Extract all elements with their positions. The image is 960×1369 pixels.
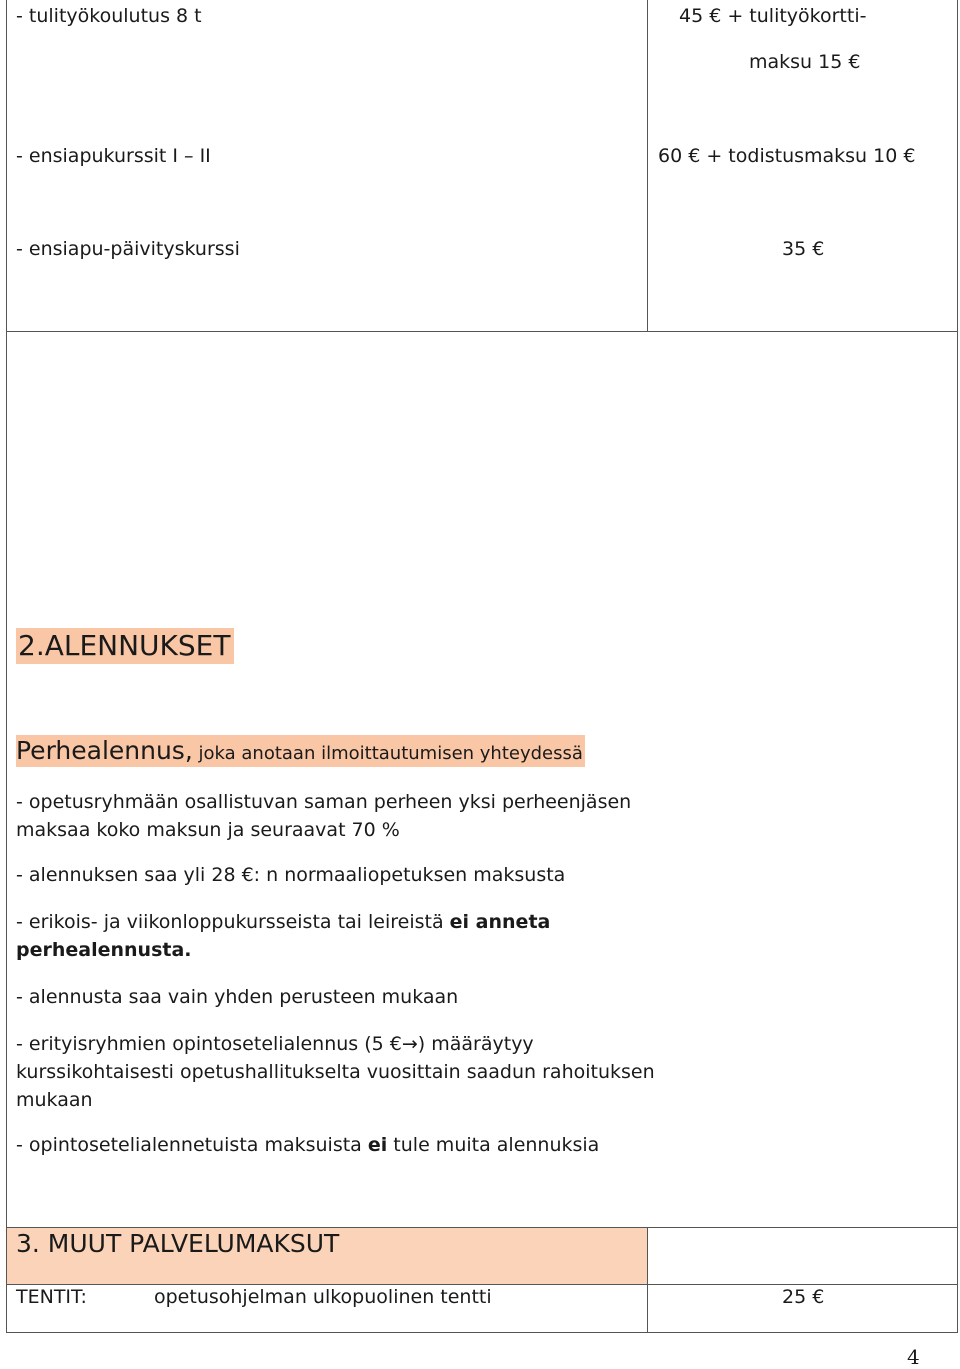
discount-rule-2: - alennuksen saa yli 28 €: n normaaliopetuksen maksusta bbox=[16, 864, 566, 886]
family-discount-title: Perhealennus, bbox=[16, 736, 193, 765]
discount-rule-5: - erityisryhmien opintosetelialennus (5 €→) määräytyy kurssikohtaisesti opetushallitukselta vuosittain saadun rahoituksen mukaan bbox=[16, 1033, 655, 1111]
table-border-right bbox=[957, 0, 958, 1333]
discounts-heading: 2.ALENNUKSET bbox=[16, 628, 234, 664]
other-heading: 3. MUUT PALVELUMAKSUT bbox=[16, 1229, 340, 1258]
column-divider-bottom bbox=[647, 1228, 648, 1333]
family-discount-title-row bbox=[16, 735, 585, 767]
exam-price: 25 € bbox=[782, 1286, 825, 1308]
family-discount-subtitle: joka anotaan ilmoittautumisen yhteydessä bbox=[192, 743, 583, 764]
row-divider-1 bbox=[6, 331, 958, 332]
page-number: 4 bbox=[907, 1345, 920, 1369]
table-border-left bbox=[6, 0, 7, 1333]
column-divider-top bbox=[647, 0, 648, 332]
discount-rule-6: - opintosetelialennetuista maksuista ei tule muita alennuksia bbox=[16, 1134, 600, 1156]
exam-description: opetusohjelman ulkopuolinen tentti bbox=[154, 1286, 492, 1308]
fee-course-3: - ensiapu-päivityskurssi bbox=[16, 238, 240, 260]
fee-price-3: 35 € bbox=[782, 238, 825, 260]
discount-rule-1: - opetusryhmään osallistuvan saman perheen yksi perheenjäsen maksaa koko maksun ja seuraavat 70 % bbox=[16, 791, 632, 841]
discount-rule-4: - alennusta saa vain yhden perusteen mukaan bbox=[16, 986, 459, 1008]
fee-course-1: - tulityökoulutus 8 t bbox=[16, 5, 202, 27]
fee-course-2: - ensiapukurssit I – II bbox=[16, 145, 211, 167]
table-border-bottom bbox=[6, 1332, 958, 1333]
fee-price-2: 60 € + todistusmaksu 10 € bbox=[658, 145, 916, 167]
fee-price-1-cont: maksu 15 € bbox=[749, 51, 861, 73]
fee-price-1: 45 € + tulityökortti- bbox=[679, 5, 867, 27]
exam-label: TENTIT: bbox=[16, 1286, 87, 1308]
discount-rule-3: - erikois- ja viikonloppukursseista tai leireistä ei anneta perhealennusta. bbox=[16, 911, 551, 961]
